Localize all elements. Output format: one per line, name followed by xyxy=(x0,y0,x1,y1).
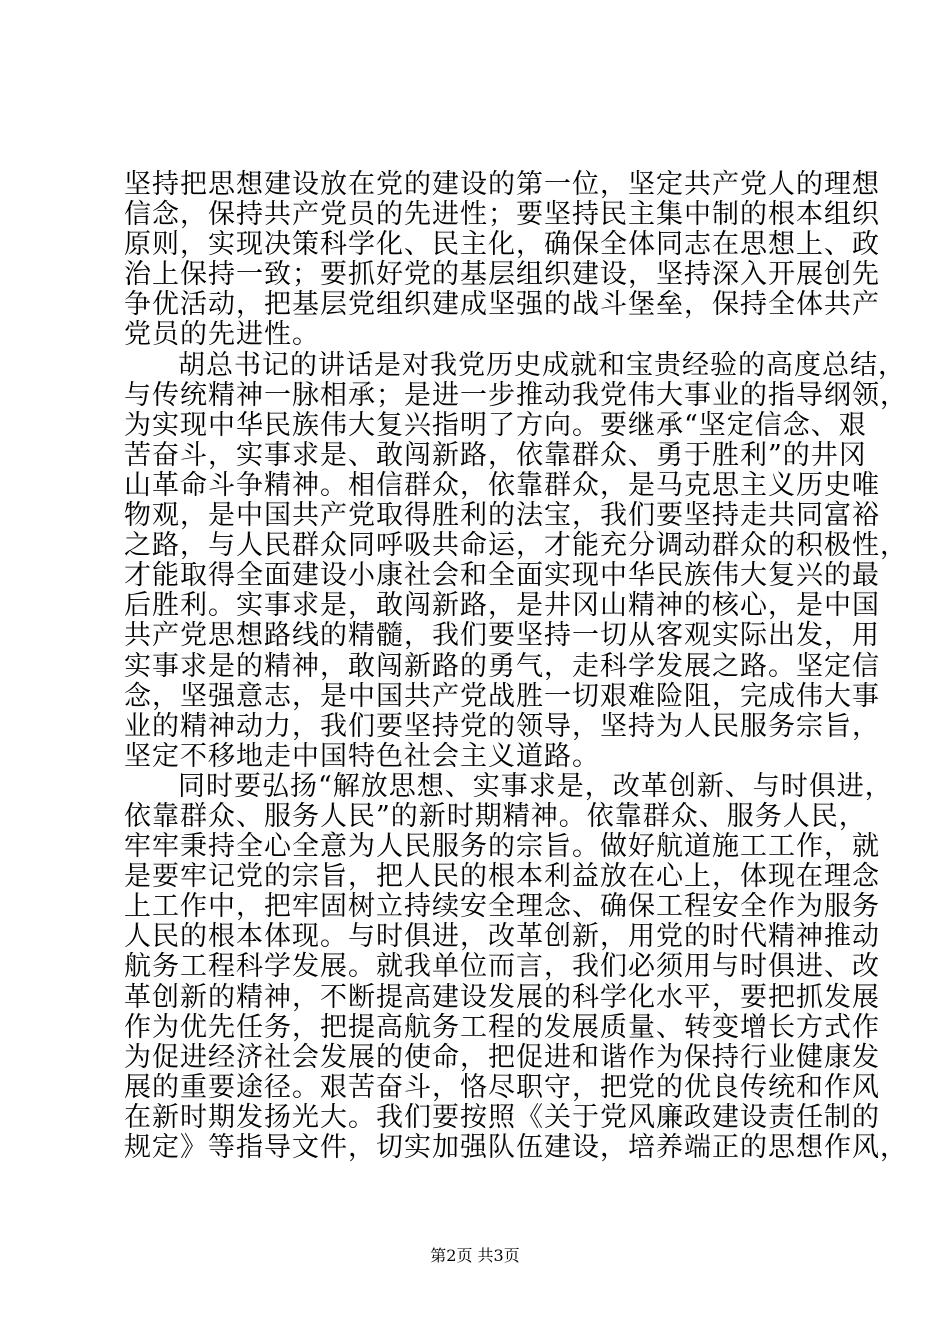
text-line: 原则，实现决策科学化、民主化，确保全体同志在思想上、政 xyxy=(124,229,880,261)
text-line: 为促进经济社会发展的使命，把促进和谐作为保持行业健康发 xyxy=(124,1041,880,1073)
text-line: 为实现中华民族伟大复兴指明了方向。要继承“坚定信念、艰 xyxy=(124,409,867,441)
text-line: 作为优先任务，把提高航务工程的发展质量、转变增长方式作 xyxy=(124,1011,880,1043)
text-line: 之路，与人民群众同呼吸共命运，才能充分调动群众的积极性， xyxy=(124,530,908,562)
text-line: 在新时期发扬光大。我们要按照《关于党风廉政建设责任制的 xyxy=(124,1101,880,1133)
body-text xyxy=(124,169,908,1163)
text-line: 规定》等指导文件，切实加强队伍建设，培养端正的思想作风， xyxy=(124,1132,908,1163)
text-line: 后胜利。实事求是，敢闯新路，是井冈山精神的核心，是中国 xyxy=(124,590,880,622)
text-line: 念，坚强意志，是中国共产党战胜一切艰难险阻，完成伟大事 xyxy=(124,680,880,712)
text-line: 革创新的精神，不断提高建设发展的科学化水平，要把抓发展 xyxy=(124,981,880,1013)
text-line: 党员的先进性。 xyxy=(124,319,320,351)
text-line: 人民的根本体现。与时俱进，改革创新，用党的时代精神推动 xyxy=(124,921,880,953)
text-line: 山革命斗争精神。相信群众，依靠群众，是马克思主义历史唯 xyxy=(124,469,880,501)
text-line: 治上保持一致；要抓好党的基层组织建设，坚持深入开展创先 xyxy=(124,259,880,291)
text-line: 业的精神动力，我们要坚持党的领导，坚持为人民服务宗旨， xyxy=(124,710,880,742)
text-line: 上工作中，把牢固树立持续安全理念、确保工程安全作为服务 xyxy=(124,891,880,923)
text-line: 展的重要途径。艰苦奋斗，恪尽职守，把党的优良传统和作风 xyxy=(124,1071,880,1103)
text-line: 是要牢记党的宗旨，把人民的根本利益放在心上，体现在理念 xyxy=(124,861,880,893)
text-line: 共产党思想路线的精髓，我们要坚持一切从客观实际出发，用 xyxy=(124,620,880,652)
text-line: 航务工程科学发展。就我单位而言，我们必须用与时俱进、改 xyxy=(124,951,880,983)
paragraph-start-line: 胡总书记的讲话是对我党历史成就和宝贵经验的高度总结， xyxy=(178,349,906,381)
text-line: 坚持把思想建设放在党的建设的第一位，坚定共产党人的理想 xyxy=(124,169,880,200)
text-line: 物观，是中国共产党取得胜利的法宝，我们要坚持走共同富裕 xyxy=(124,500,880,532)
text-line: 信念，保持共产党员的先进性；要坚持民主集中制的根本组织 xyxy=(124,199,880,231)
text-line: 苦奋斗，实事求是、敢闯新路，依靠群众、勇于胜利”的井冈 xyxy=(124,439,867,471)
text-line: 坚定不移地走中国特色社会主义道路。 xyxy=(124,740,600,772)
text-line: 实事求是的精神，敢闯新路的勇气，走科学发展之路。坚定信 xyxy=(124,650,880,682)
text-line: 争优活动，把基层党组织建成坚强的战斗堡垒，保持全体共产 xyxy=(124,289,880,321)
paragraph-start-line: 同时要弘扬“解放思想、实事求是，改革创新、与时俱进， xyxy=(178,770,893,802)
text-line: 牢牢秉持全心全意为人民服务的宗旨。做好航道施工工作，就 xyxy=(124,831,880,863)
text-line: 与传统精神一脉相承；是进一步推动我党伟大事业的指导纲领， xyxy=(124,379,908,411)
text-line: 依靠群众、服务人民”的新时期精神。依靠群众、服务人民， xyxy=(124,800,867,832)
text-line: 才能取得全面建设小康社会和全面实现中华民族伟大复兴的最 xyxy=(124,560,880,592)
page-number-footer: 第2页 共3页 xyxy=(430,1246,520,1265)
